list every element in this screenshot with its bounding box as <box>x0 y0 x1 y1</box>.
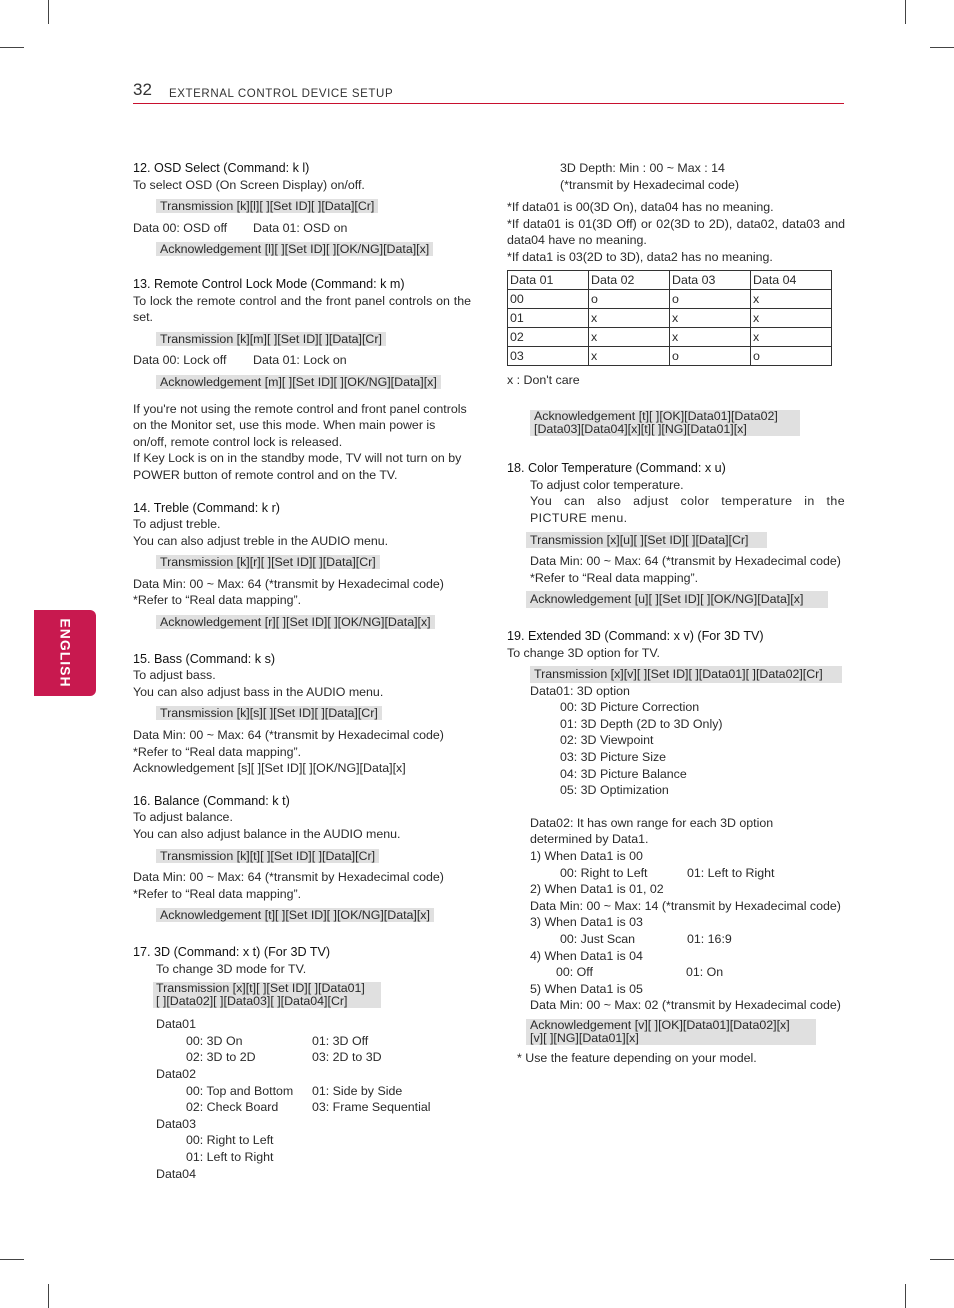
crop-mark <box>0 1259 24 1260</box>
left-column <box>133 160 471 1182</box>
table-cell: x <box>589 346 670 365</box>
header-rule <box>133 103 844 104</box>
section-19-when-2: 2) When Data1 is 01, 02 <box>530 882 664 897</box>
section-14-transmission: Transmission [k][r][ ][Set ID][ ][Data][Cr] <box>156 554 471 571</box>
section-13-note-1: If you're not using the remote control and front panel controls on the Monitor set, use this mode. When main power is on/off, remote control lock is released. <box>133 401 467 449</box>
section-12-data: Data 00: OSD off Data 01: OSD on <box>133 220 348 235</box>
right-column <box>507 160 845 1067</box>
dont-care-legend: x : Don't care <box>507 372 580 387</box>
depth-range: 3D Depth: Min : 00 ~ Max : 14 <box>560 161 725 175</box>
table-cell: o <box>670 289 751 308</box>
data-matrix-table <box>507 270 832 366</box>
section-18-desc-1: To adjust color temperature. <box>530 477 684 492</box>
crop-mark <box>0 47 24 48</box>
section-19-when-2-range: Data Min: 00 ~ Max: 14 (*transmit by Hexadecimal code) <box>530 898 841 913</box>
section-14-ack: Acknowledgement [r][ ][Set ID][ ][OK/NG][Data][x] <box>156 614 471 631</box>
section-13-note-2: If Key Lock is on in the standby mode, TV will not turn on by POWER button of remote control and on the TV. <box>133 451 462 482</box>
section-19-transmission: Transmission [x][v][ ][Set ID][ ][Data01][ ][Data02][Cr] <box>530 666 845 683</box>
section-19-data01: Data01: 3D option <box>530 683 630 698</box>
section-19-when-5: 5) When Data1 is 05 <box>530 981 643 996</box>
section-18-ref: *Refer to “Real data mapping”. <box>530 570 699 585</box>
table-cell: o <box>751 346 832 365</box>
section-18-range: Data Min: 00 ~ Max: 64 (*transmit by Hexadecimal code) <box>530 554 841 569</box>
table-cell: 00 <box>508 289 589 308</box>
table-cell: o <box>589 289 670 308</box>
section-16-ack: Acknowledgement [t][ ][Set ID][ ][OK/NG][Data][x] <box>156 907 471 924</box>
section-16-ref: *Refer to “Real data mapping”. <box>133 886 302 901</box>
table-cell: x <box>670 327 751 346</box>
table-row <box>508 308 832 327</box>
language-tab-label: ENGLISH <box>57 618 74 688</box>
table-cell: o <box>670 346 751 365</box>
crop-mark <box>905 0 906 24</box>
language-tab <box>34 610 96 696</box>
section-19-option: 04: 3D Picture Balance <box>560 766 687 781</box>
section-19-when-1-opts: 00: Right to Left 01: Left to Right <box>560 865 775 880</box>
section-19-title: 19. Extended 3D (Command: x v) (For 3D TV) <box>507 628 764 643</box>
crop-mark <box>48 0 49 24</box>
section-15-transmission: Transmission [k][s][ ][Set ID][ ][Data][Cr] <box>156 705 471 722</box>
table-row <box>508 346 832 365</box>
table-cell: x <box>670 308 751 327</box>
section-18-ack: Acknowledgement [u][ ][Set ID][ ][OK/NG][Data][x] <box>526 591 845 608</box>
section-17-data02-row: 02: Check Board 03: Frame Sequential <box>186 1100 431 1115</box>
condition-note-3: *If data1 is 03(2D to 3D), data2 has no meaning. <box>507 249 773 264</box>
section-12-transmission: Transmission [k][l][ ][Set ID][ ][Data][Cr] <box>156 198 471 215</box>
section-14-title: 14. Treble (Command: k r) <box>133 500 280 515</box>
section-16-range: Data Min: 00 ~ Max: 64 (*transmit by Hexadecimal code) <box>133 870 444 885</box>
section-13-title: 13. Remote Control Lock Mode (Command: k m) <box>133 276 405 291</box>
crop-mark <box>930 47 954 48</box>
section-19-when-3-opts: 00: Just Scan 01: 16:9 <box>560 932 732 946</box>
section-17-title: 17. 3D (Command: x t) (For 3D TV) <box>133 944 331 959</box>
page-number: 32 <box>133 80 152 99</box>
section-15-range: Data Min: 00 ~ Max: 64 (*transmit by Hexadecimal code) <box>133 728 444 743</box>
section-17-data03-opt: 00: Right to Left <box>186 1133 274 1148</box>
section-19-option: 02: 3D Viewpoint <box>560 733 654 748</box>
section-19-when-3: 3) When Data1 is 03 <box>530 915 643 930</box>
section-19-when-5-range: Data Min: 00 ~ Max: 02 (*transmit by Hexadecimal code) <box>530 998 841 1013</box>
section-17-transmission: Transmission [x][t][ ][Set ID][ ][Data01] [ ][Data02][ ][Data03][ ][Data04][Cr] <box>153 982 381 1008</box>
table-cell: x <box>589 327 670 346</box>
section-18-title: 18. Color Temperature (Command: x u) <box>507 461 726 476</box>
section-12-ack: Acknowledgement [l][ ][Set ID][ ][OK/NG][Data][x] <box>156 241 471 258</box>
table-cell: x <box>751 308 832 327</box>
section-16-title: 16. Balance (Command: k t) <box>133 793 290 808</box>
section-17-data01-row: 02: 3D to 2D 03: 2D to 3D <box>186 1050 382 1065</box>
section-19-option: 01: 3D Depth (2D to 3D Only) <box>560 716 723 731</box>
section-14-desc-1: To adjust treble. <box>133 517 221 532</box>
section-16-desc-2: You can also adjust balance in the AUDIO menu. <box>133 827 401 841</box>
table-header-cell: Data 01 <box>508 270 589 289</box>
crop-mark <box>905 1284 906 1308</box>
section-17-data03: Data03 <box>156 1116 196 1131</box>
table-header-row <box>508 270 832 289</box>
section-13-desc: To lock the remote control and the front panel controls on the set. <box>133 293 471 325</box>
section-15-title: 15. Bass (Command: k s) <box>133 651 276 666</box>
section-19-when-4-opts: 00: Off 01: On <box>556 965 724 980</box>
section-17-data01: Data01 <box>156 1017 196 1032</box>
section-18-transmission: Transmission [x][u][ ][Set ID][ ][Data][Cr] <box>526 532 845 549</box>
table-cell: x <box>751 289 832 308</box>
section-17-data02-row: 00: Top and Bottom 01: Side by Side <box>186 1083 403 1098</box>
section-19-option: 00: 3D Picture Correction <box>560 700 700 715</box>
section-12-title: 12. OSD Select (Command: k l) <box>133 161 310 175</box>
table-row <box>508 327 832 346</box>
table-header-cell: Data 04 <box>751 270 832 289</box>
section-16-desc-1: To adjust balance. <box>133 810 233 825</box>
table-cell: x <box>589 308 670 327</box>
section-14-range: Data Min: 00 ~ Max: 64 (*transmit by Hexadecimal code) <box>133 576 444 591</box>
condition-note-1: *If data01 is 00(3D On), data04 has no meaning. <box>507 200 774 215</box>
section-19-option: 05: 3D Optimization <box>560 783 669 798</box>
section-14-ref: *Refer to “Real data mapping”. <box>133 593 302 608</box>
section-13-transmission: Transmission [k][m][ ][Set ID][ ][Data][Cr] <box>156 331 471 348</box>
section-12-desc: To select OSD (On Screen Display) on/off. <box>133 177 365 192</box>
section-18-desc-2: You can also adjust color temperature in the PICTURE menu. <box>530 494 845 525</box>
section-15-ref: *Refer to “Real data mapping”. <box>133 744 302 759</box>
section-17-data03-opt: 01: Left to Right <box>186 1149 274 1164</box>
section-14-desc-2: You can also adjust treble in the AUDIO menu. <box>133 533 389 548</box>
section-19-ack: Acknowledgement [v][ ][OK][Data01][Data02][x] [v][ ][NG][Data01][x] <box>526 1019 816 1045</box>
section-19-option: 03: 3D Picture Size <box>560 750 667 765</box>
section-15-desc-1: To adjust bass. <box>133 668 216 683</box>
section-17-ack: Acknowledgement [t][ ][OK][Data01][Data02] [Data03][Data04][x][t][ ][NG][Data01][x] <box>530 410 800 436</box>
table-header-cell: Data 02 <box>589 270 670 289</box>
table-row <box>508 289 832 308</box>
section-17-data01-row: 00: 3D On 01: 3D Off <box>186 1033 369 1048</box>
section-13-ack: Acknowledgement [m][ ][Set ID][ ][OK/NG][Data][x] <box>156 374 471 391</box>
section-19-desc: To change 3D option for TV. <box>507 645 660 660</box>
section-16-transmission: Transmission [k][t][ ][Set ID][ ][Data][Cr] <box>156 848 471 865</box>
section-19-when-1: 1) When Data1 is 00 <box>530 849 643 864</box>
footnote: * Use the feature depending on your model. <box>517 1050 757 1065</box>
section-17-data04: Data04 <box>156 1166 196 1181</box>
depth-note: (*transmit by Hexadecimal code) <box>560 177 740 192</box>
table-cell: x <box>751 327 832 346</box>
table-cell: 02 <box>508 327 589 346</box>
crop-mark <box>930 1259 954 1260</box>
section-17-desc: To change 3D mode for TV. <box>156 961 307 976</box>
condition-note-2: *If data01 is 01(3D Off) or 02(3D to 2D), data02, data03 and data04 have no meaning. <box>507 216 845 248</box>
crop-mark <box>48 1284 49 1308</box>
section-17-data02: Data02 <box>156 1066 196 1081</box>
section-19-when-4: 4) When Data1 is 04 <box>530 948 643 963</box>
section-19-data02: Data02: It has own range for each 3D option determined by Data1. <box>530 815 774 847</box>
section-title: EXTERNAL CONTROL DEVICE SETUP <box>169 88 394 100</box>
section-13-data: Data 00: Lock off Data 01: Lock on <box>133 353 347 368</box>
section-15-ack: Acknowledgement [s][ ][Set ID][ ][OK/NG][Data][x] <box>133 761 406 776</box>
table-cell: 03 <box>508 346 589 365</box>
table-cell: 01 <box>508 308 589 327</box>
table-header-cell: Data 03 <box>670 270 751 289</box>
section-15-desc-2: You can also adjust bass in the AUDIO menu. <box>133 684 384 699</box>
